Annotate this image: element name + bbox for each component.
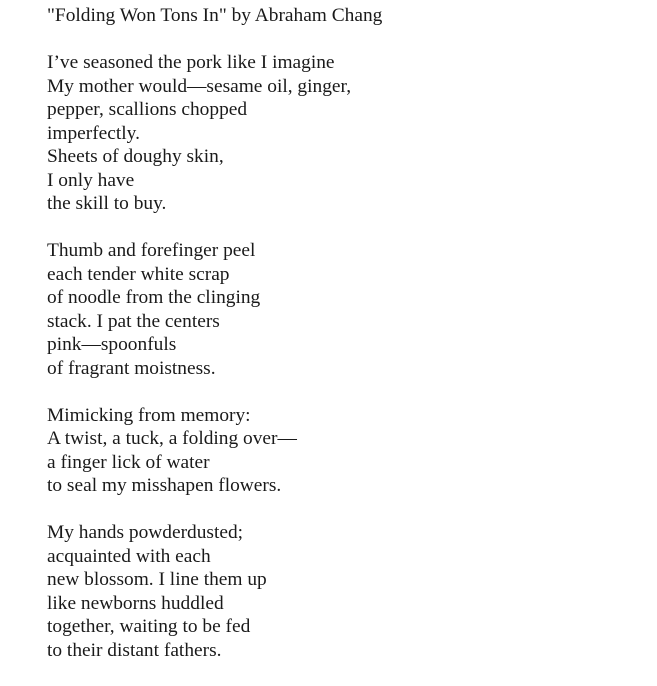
poem-line: I’ve seasoned the pork like I imagine xyxy=(47,52,335,73)
stanza-4 xyxy=(47,521,647,662)
poem-line: a finger lick of water xyxy=(47,451,210,473)
poem-line: Thumb and forefinger peel xyxy=(47,240,256,261)
poem-line: of noodle from the clinging xyxy=(47,287,261,308)
poem-line: My hands powderdusted; xyxy=(47,522,244,543)
stanza-1 xyxy=(47,51,647,216)
poem-line: Sheets of doughy skin, xyxy=(47,146,224,167)
poem-line: of fragrant moistness. xyxy=(47,357,216,379)
poem-line: stack. I pat the centers xyxy=(47,310,220,332)
stanza-3 xyxy=(47,404,647,498)
poem-line: Mimicking from memory: xyxy=(47,404,251,426)
poem-line: to seal my misshapen flowers. xyxy=(47,475,282,496)
poem-line: imperfectly. xyxy=(47,122,140,144)
poem-line: I only have xyxy=(47,169,135,191)
poem-line: to their distant fathers. xyxy=(47,639,222,661)
stanza-2 xyxy=(47,239,647,380)
document-page xyxy=(47,4,647,686)
poem-line: the skill to buy. xyxy=(47,193,167,214)
poem-line: like newborns huddled xyxy=(47,592,224,614)
poem-line: together, waiting to be fed xyxy=(47,616,251,637)
poem-line: new blossom. I line them up xyxy=(47,569,267,590)
poem-line: A twist, a tuck, a folding over— xyxy=(47,428,297,449)
poem-line: pepper, scallions chopped xyxy=(47,99,248,120)
poem-line: My mother would—sesame oil, ginger, xyxy=(47,75,352,97)
poem-line: each tender white scrap xyxy=(47,263,230,285)
poem-title: "Folding Won Tons In" by Abraham Chang xyxy=(47,5,383,26)
poem-line: acquainted with each xyxy=(47,545,211,567)
poem-line: pink—spoonfuls xyxy=(47,334,177,355)
